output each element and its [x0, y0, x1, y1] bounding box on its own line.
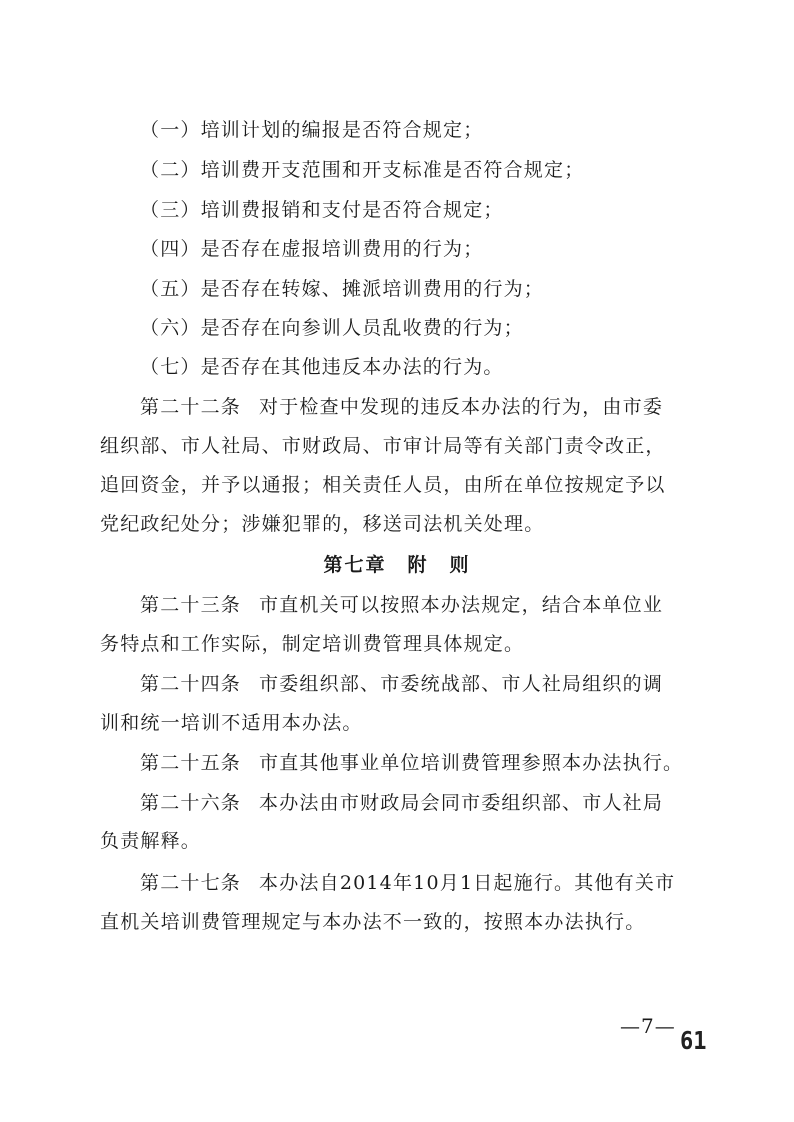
article-27: [140, 871, 675, 895]
article-text: 对于检查中发现的违反本办法的行为，由市委: [259, 396, 664, 418]
article-text-line: 追回资金，并予以通报；相关责任人员，由所在单位按规定予以: [100, 474, 666, 496]
list-item: （四）是否存在虚报培训费用的行为；: [140, 238, 484, 260]
list-item: （五）是否存在转嫁、摊派培训费用的行为；: [140, 278, 545, 300]
article-text: 本办法由市财政局会同市委组织部、市人社局: [259, 792, 664, 814]
article-24: [140, 672, 663, 696]
article-text-line: 组织部、市人社局、市财政局、市审计局等有关部门责令改正，: [100, 435, 666, 457]
article-text-line: 党纪政纪处分；涉嫌犯罪的，移送司法机关处理。: [100, 513, 545, 535]
article-label: 第二十二条: [140, 396, 242, 418]
article-25: [140, 751, 683, 775]
chapter-title: 第七章 附 则: [323, 554, 471, 576]
article-label: 第二十七条: [140, 872, 242, 894]
page-number: —7—: [620, 1014, 676, 1038]
article-text: 市委组织部、市委统战部、市人社局组织的调: [259, 673, 664, 695]
article-22: [140, 395, 663, 419]
article-23: [140, 593, 663, 617]
article-text: 市直其他事业单位培训费管理参照本办法执行。: [259, 752, 684, 774]
list-item: （二）培训费开支范围和开支标准是否符合规定；: [140, 159, 585, 181]
article-label: 第二十四条: [140, 673, 242, 695]
list-item: （七）是否存在其他违反本办法的行为。: [140, 356, 504, 378]
article-text-line: 负责解释。: [100, 830, 202, 852]
article-text-line: 务特点和工作实际，制定培训费管理具体规定。: [100, 633, 525, 655]
article-label: 第二十六条: [140, 792, 242, 814]
article-text: 本办法自2014年10月1日起施行。其他有关市: [259, 872, 676, 894]
article-text-line: 训和统一培训不适用本办法。: [100, 712, 363, 734]
article-text-line: 直机关培训费管理规定与本办法不一致的，按照本办法执行。: [100, 911, 646, 933]
article-26: [140, 791, 663, 815]
list-item: （三）培训费报销和支付是否符合规定；: [140, 199, 504, 221]
list-item: （六）是否存在向参训人员乱收费的行为；: [140, 317, 524, 339]
list-item: （一）培训计划的编报是否符合规定；: [140, 119, 484, 141]
article-label: 第二十五条: [140, 752, 242, 774]
handwritten-page-stamp: 61: [680, 1027, 707, 1056]
article-label: 第二十三条: [140, 594, 242, 616]
article-text: 市直机关可以按照本办法规定，结合本单位业: [259, 594, 664, 616]
